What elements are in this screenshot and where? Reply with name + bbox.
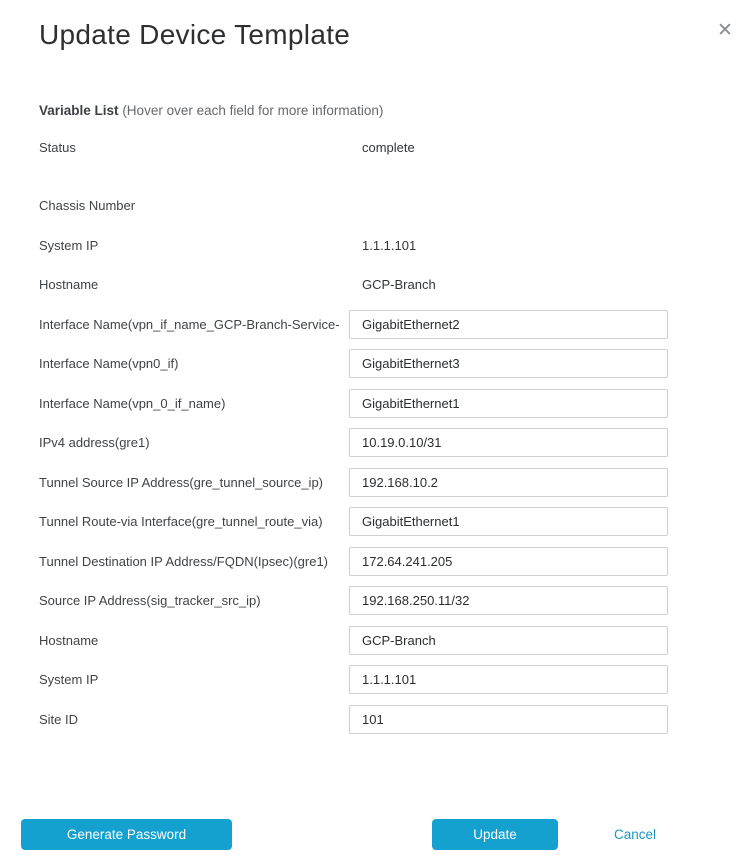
variable-list-heading [39,102,752,119]
ipv4-address-gre1-input[interactable] [349,428,668,457]
update-button[interactable]: Update [432,819,558,850]
row-system-ip-editable [39,660,668,700]
row-label: Tunnel Route-via Interface(gre_tunnel_route_via) [39,514,323,530]
page-title: Update Device Template [39,19,351,50]
close-icon[interactable]: ✕ [714,20,736,42]
row-interface-name-vpn-0-if-name [39,384,668,424]
row-chassis-number [39,186,668,226]
tunnel-source-ip-input[interactable] [349,468,668,497]
row-label: Interface Name(vpn0_if) [39,356,179,372]
row-hostname-editable [39,621,668,661]
system-ip-value: 1.1.1.101 [362,237,417,253]
variable-list-label: Variable List [39,103,119,118]
site-id-input[interactable] [349,705,668,734]
row-label: Hostname [39,277,99,293]
row-hostname-static [39,265,668,305]
cancel-button[interactable]: Cancel [614,827,657,842]
generate-password-button[interactable]: Generate Password [21,819,232,850]
row-label: System IP [39,237,99,253]
interface-name-vpn-0-if-name-input[interactable] [349,389,668,418]
row-label: Interface Name(vpn_if_name_GCP-Branch-Service- [39,316,340,332]
row-status [39,128,668,168]
row-interface-name-vpn0-if [39,344,668,384]
modal-footer [0,819,752,850]
row-label: Tunnel Source IP Address(gre_tunnel_source_ip) [39,474,324,490]
row-ipv4-address-gre1 [39,423,668,463]
row-label: Tunnel Destination IP Address/FQDN(Ipsec)(gre1) [39,553,329,569]
row-label: Source IP Address(sig_tracker_src_ip) [39,593,261,609]
variable-list-hint: (Hover over each field for more information) [122,103,384,118]
row-tunnel-route-via [39,502,668,542]
hostname-input[interactable] [349,626,668,655]
row-tunnel-destination-ip [39,542,668,582]
variable-rows [39,128,668,739]
row-interface-name-service [39,305,668,345]
row-label: System IP [39,672,99,688]
row-system-ip-static [39,226,668,266]
tunnel-destination-ip-input[interactable] [349,547,668,576]
row-site-id [39,700,668,740]
interface-name-service-input[interactable] [349,310,668,339]
hostname-value: GCP-Branch [362,277,436,293]
row-label: Chassis Number [39,198,136,214]
row-label: Site ID [39,711,79,727]
update-device-template-modal [0,17,752,865]
row-label: Interface Name(vpn_0_if_name) [39,395,226,411]
row-label: IPv4 address(gre1) [39,435,150,451]
status-value: complete [362,140,415,156]
source-ip-tracker-input[interactable] [349,586,668,615]
system-ip-input[interactable] [349,665,668,694]
interface-name-vpn0-if-input[interactable] [349,349,668,378]
tunnel-route-via-input[interactable] [349,507,668,536]
row-label: Hostname [39,632,99,648]
row-source-ip-tracker [39,581,668,621]
row-label: Status [39,140,76,156]
row-tunnel-source-ip [39,463,668,503]
